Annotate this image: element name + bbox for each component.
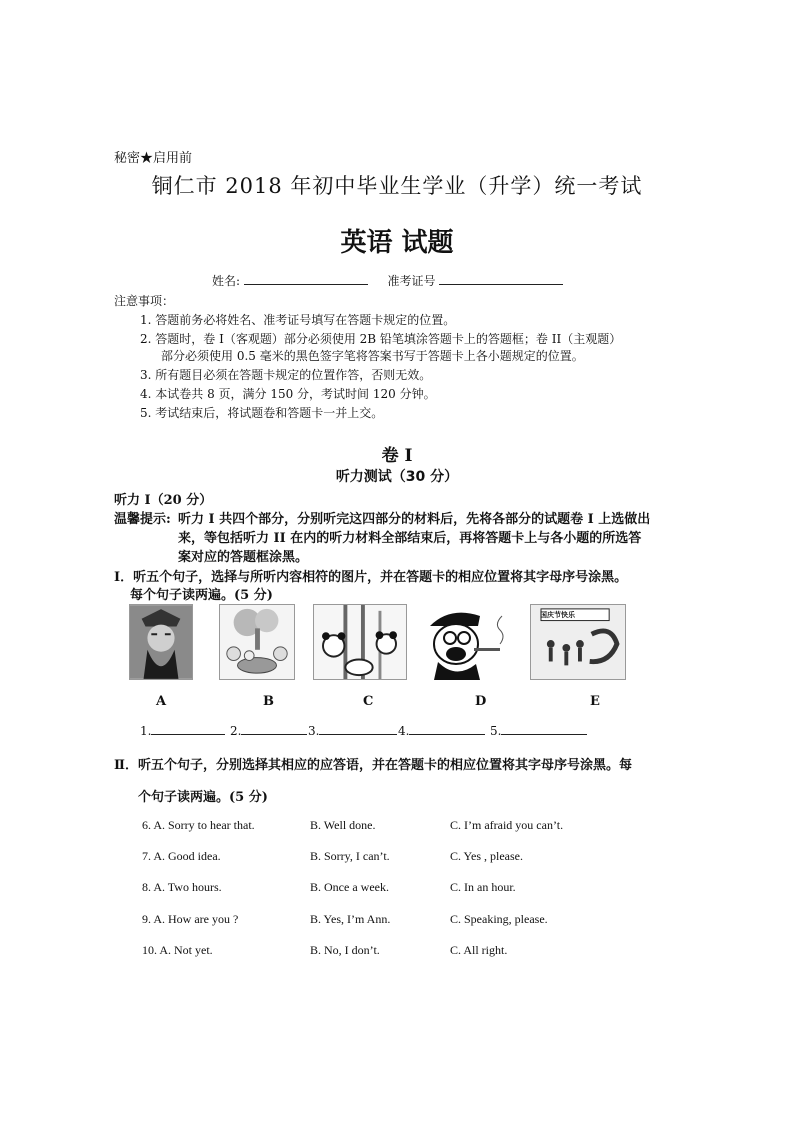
picture-c xyxy=(313,604,407,680)
answer-blank[interactable]: 3. xyxy=(308,722,397,738)
note-item: 5. 考试结束后，将试题卷和答题卡一并上交。 xyxy=(140,406,384,420)
question-6-option-b: B. Well done. xyxy=(310,818,376,832)
note-item: 3. 所有题目必须在答题卡规定的位置作答，否则无效。 xyxy=(140,368,432,382)
picture-letter: B xyxy=(263,694,274,709)
question-8-option-c: C. In an hour. xyxy=(450,880,516,894)
subject-title: 英语 试题 xyxy=(340,228,454,258)
listening-title: 听力测试（30 分） xyxy=(335,469,459,485)
volume-heading: 卷 I xyxy=(381,446,413,466)
question-6-option-a: 6. A. Sorry to hear that. xyxy=(142,818,255,832)
note-item: 部分必须使用 0.5 毫米的黑色签字笔将答案书写于答题卡上各小题规定的位置。 xyxy=(161,349,584,363)
picture-letter: C xyxy=(363,694,374,709)
note-item: 4. 本试卷共 8 页，满分 150 分，考试时间 120 分钟。 xyxy=(140,387,436,401)
section1-instruction: Ⅰ．听五个句子，选择与所听内容相符的图片，并在答题卡的相应位置将其字母序号涂黑。 xyxy=(114,570,628,585)
tip-line: 案对应的答题框涂黑。 xyxy=(178,550,309,565)
picture-letter: D xyxy=(475,694,487,709)
answer-blank[interactable]: 5. xyxy=(490,722,587,738)
question-7-option-b: B. Sorry, I can’t. xyxy=(310,849,390,863)
listening-part-label: 听力 I（20 分） xyxy=(114,493,213,508)
answer-blank[interactable]: 2. xyxy=(230,722,307,738)
id-blank[interactable] xyxy=(439,272,563,285)
answer-blank[interactable]: 1. xyxy=(140,722,225,738)
picture-d xyxy=(420,604,510,680)
note-item: 1. 答题前务必将姓名、准考证号填写在答题卡规定的位置。 xyxy=(140,313,456,327)
question-10-option-a: 10. A. Not yet. xyxy=(142,943,213,957)
question-10-option-b: B. No, I don’t. xyxy=(310,943,380,957)
section2-instruction-cont: 个句子读两遍。(5 分) xyxy=(138,790,268,805)
tip-line: 来，等包括听力 II 在内的听力材料全部结束后，再将答题卡上与各小题的所选答 xyxy=(178,531,642,546)
confidential-label: 秘密★启用前 xyxy=(114,151,193,166)
question-7-option-c: C. Yes , please. xyxy=(450,849,524,863)
tip-line: 听力 I 共四个部分，分别听完这四部分的材料后，先将各部分的试题卷 I 上选做出 xyxy=(178,512,651,527)
picture-letter: A xyxy=(156,694,167,709)
man-smoking-cartoon-icon xyxy=(420,604,510,680)
tip-label: 温馨提示: xyxy=(114,512,171,527)
question-10-option-c: C. All right. xyxy=(450,943,508,957)
question-6-option-c: C. I’m afraid you can’t. xyxy=(450,818,564,832)
candidate-info-row xyxy=(212,272,563,289)
question-8-option-b: B. Once a week. xyxy=(310,880,389,894)
question-9-option-a: 9. A. How are you ? xyxy=(142,912,239,926)
question-9-option-c: C. Speaking, please. xyxy=(450,912,548,926)
question-9-option-b: B. Yes, I’m Ann. xyxy=(310,912,391,926)
picture-letter: E xyxy=(590,694,600,709)
picture-a xyxy=(129,604,193,680)
name-blank[interactable] xyxy=(244,272,368,285)
note-item: 2. 答题时，卷 I（客观题）部分必须使用 2B 铅笔填涂答题卡上的答题框；卷 II（主观题） xyxy=(140,332,622,346)
name-label: 姓名: xyxy=(212,274,241,288)
pandas-bamboo-icon xyxy=(314,605,406,679)
answer-blank[interactable]: 4. xyxy=(398,722,485,738)
question-7-option-a: 7. A. Good idea. xyxy=(142,849,221,863)
question-8-option-a: 8. A. Two hours. xyxy=(142,880,222,894)
section2-instruction: Ⅱ．听五个句子，分别选择其相应的应答语，并在答题卡的相应位置将其字母序号涂黑。每 xyxy=(114,758,632,773)
id-label: 准考证号 xyxy=(387,274,436,288)
opera-mask-figure-icon xyxy=(130,605,192,679)
section1-instruction-cont: 每个句子读两遍。(5 分) xyxy=(130,588,273,603)
picture-e-banner-text: 国庆节快乐 xyxy=(540,611,575,619)
family-picnic-icon xyxy=(220,605,294,679)
picture-b xyxy=(219,604,295,680)
notes-label: 注意事项： xyxy=(114,294,175,308)
exam-title: 铜仁市 2018 年初中毕业生学业（升学）统一考试 xyxy=(151,174,643,198)
